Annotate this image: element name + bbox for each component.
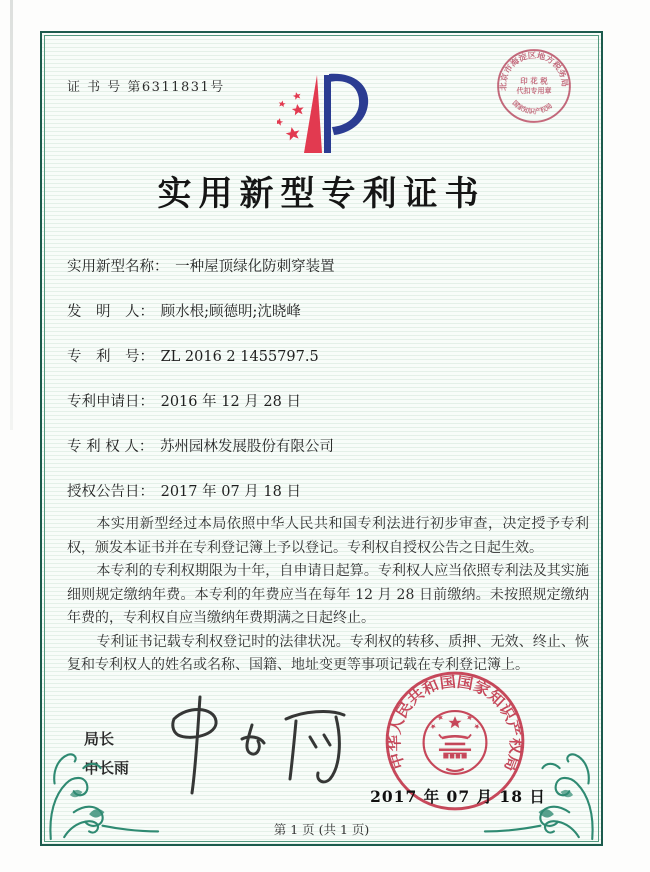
field-label: 专 利 权 人： — [67, 439, 154, 455]
tax-seal-line2: 代扣专用章 — [516, 86, 552, 96]
body-paragraph: 专利证书记载专利权登记时的法律状况。专利权的转移、质押、无效、终止、恢复和专利权人的姓名或名称、国籍、地址变更等事项记载在专利登记簿上。 — [67, 633, 589, 673]
field-value: 一种屋顶绿化防刺穿装置 — [175, 259, 335, 275]
prc-national-emblem-icon — [424, 711, 487, 774]
logo-blue-p-bowl — [329, 74, 368, 135]
field-value: 苏州园林发展股份有限公司 — [159, 439, 334, 455]
field-label: 专 利 号： — [67, 349, 154, 365]
tax-seal-bottom-arc-label: 国家知识产权局 — [510, 98, 555, 116]
body-paragraph: 本专利的专利权期限为十年，自申请日起算。专利权人应当依照专利法及其实施细则规定缴纳年费。本专利的年费应当在每年 12 月 28 日前缴纳。未按照规定缴纳年费的，专利权自应当缴纳年费期满之日起终止。 — [67, 563, 589, 626]
tax-stamp-seal — [495, 47, 573, 125]
field-patentee — [67, 435, 587, 480]
logo-blue-bar — [324, 75, 331, 153]
field-patent-name — [67, 255, 587, 300]
certificate-fields — [67, 255, 587, 525]
field-value: 顾水根;顾德明;沈晓峰 — [160, 304, 301, 320]
certificate-title: 实用新型专利证书 — [157, 174, 486, 214]
field-application-date — [67, 390, 587, 435]
logo-red-wedge — [304, 75, 322, 153]
director-name: 申长雨 — [84, 760, 130, 777]
tax-seal-line1: 印 花 税 — [520, 76, 548, 86]
field-patent-number — [67, 345, 587, 390]
field-value: 2017 年 07 月 18 日 — [160, 484, 301, 500]
certificate-body-text — [67, 513, 589, 678]
stamp-date: 2017 年 07 月 18 日 — [370, 787, 546, 806]
certificate-number: 证 书 号 第6311831号 — [67, 80, 225, 95]
director-title: 局长 — [84, 731, 115, 748]
field-value: 2016 年 12 月 28 日 — [160, 394, 301, 410]
field-label: 发 明 人： — [67, 304, 154, 320]
body-paragraph: 本实用新型经过本局依照中华人民共和国专利法进行初步审查，决定授予专利权，颁发本证书并在专利登记簿上予以登记。专利权自授权公告之日起生效。 — [67, 516, 589, 556]
field-inventors — [67, 300, 587, 345]
field-label: 实用新型名称： — [67, 259, 169, 275]
cnipa-patent-logo-icon — [277, 71, 377, 161]
director-signature — [148, 695, 348, 795]
patent-certificate — [40, 31, 603, 846]
page-footer: 第 1 页 (共 1 页) — [273, 822, 370, 837]
photo-paper-edge — [10, 0, 13, 430]
field-value: ZL 2016 2 1455797.5 — [160, 349, 319, 365]
office-seal-arc-label: 中华人民共和国国家知识产权局 — [386, 673, 524, 773]
field-label: 授权公告日： — [67, 484, 154, 500]
field-label: 专利申请日： — [67, 394, 154, 410]
tax-seal-top-arc-label: 北京市海淀区地方税务局 — [498, 50, 570, 92]
